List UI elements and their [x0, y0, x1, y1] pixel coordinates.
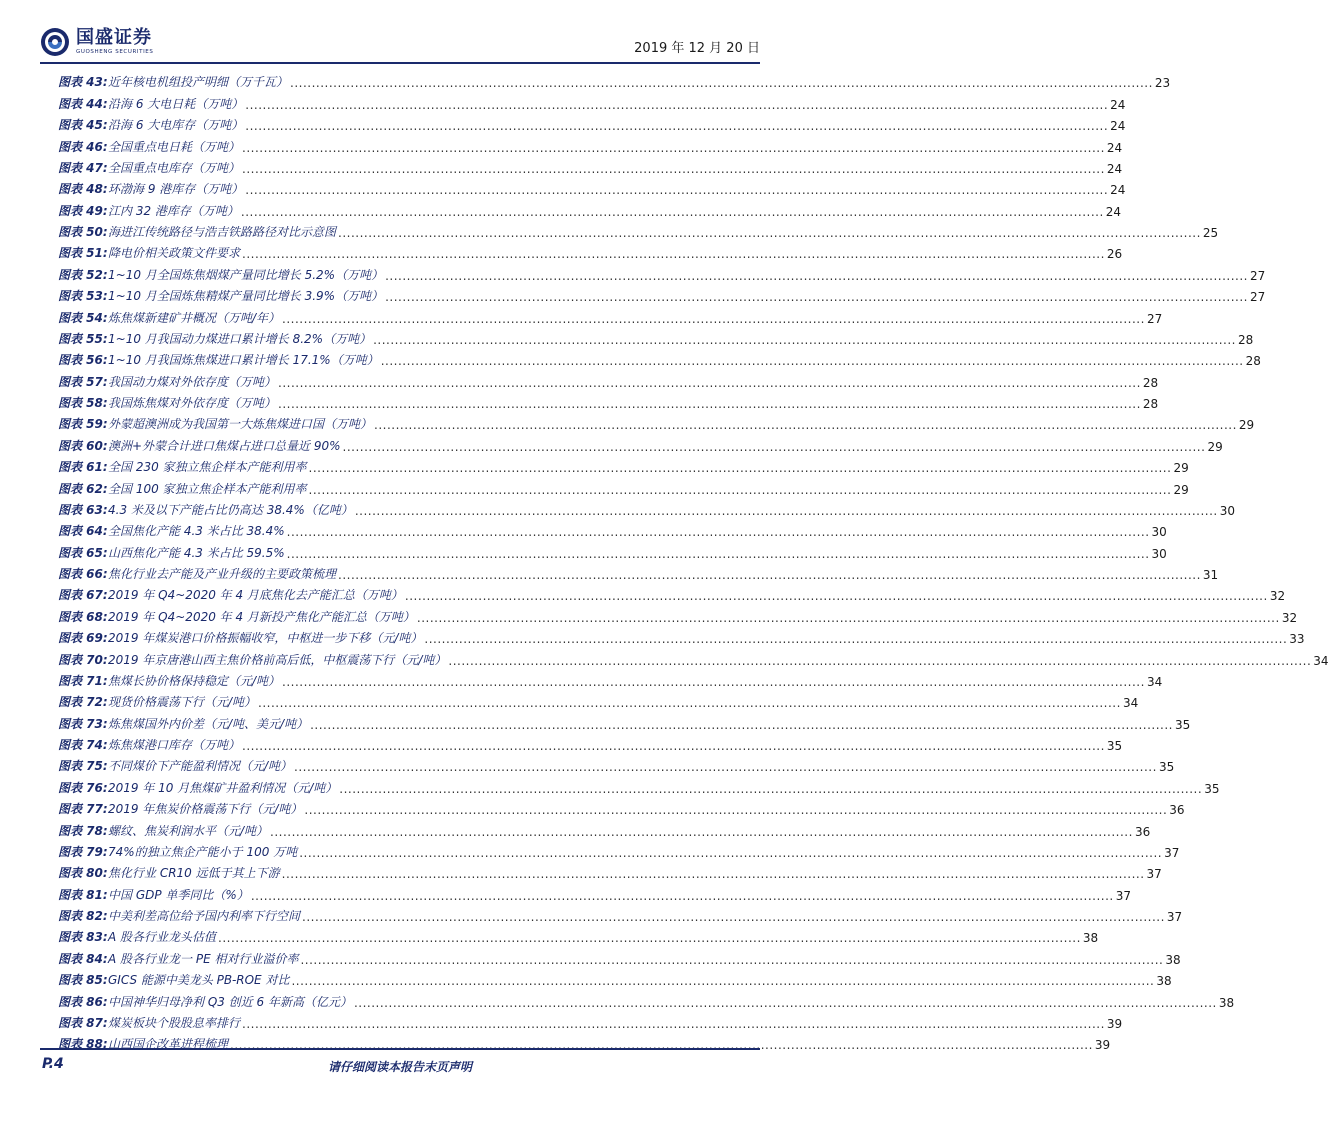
toc-dot-leader: ........................................................................................................................................................................................................	[258, 696, 1121, 711]
toc-dot-leader: ........................................................................................................................................................................................................	[250, 888, 1114, 903]
toc-dot-leader: ........................................................................................................................................................................................................	[374, 418, 1237, 433]
toc-dot-leader: ........................................................................................................................................................................................................	[242, 161, 1105, 176]
toc-page-number: 34	[1313, 653, 1329, 668]
toc-dot-leader: ........................................................................................................................................................................................................	[424, 632, 1288, 647]
toc-figure-label: 图表 52:	[58, 267, 108, 282]
toc-row[interactable]	[58, 133, 1123, 155]
toc-row[interactable]	[58, 967, 1172, 989]
toc-figure-label: 图表 78:	[58, 823, 108, 838]
footer-divider	[40, 1048, 760, 1050]
toc-figure-label: 图表 60:	[58, 438, 108, 453]
toc-page-number: 33	[1289, 632, 1305, 647]
toc-row[interactable]	[58, 561, 1219, 582]
toc-row[interactable]	[58, 689, 1139, 711]
logo-name-cn: 国盛证券	[76, 27, 152, 48]
toc-page-number: 38	[1218, 995, 1235, 1010]
toc-figure-label: 图表 49:	[58, 203, 108, 218]
toc-page-number: 23	[1154, 76, 1171, 91]
toc-figure-label: 图表 48:	[58, 182, 108, 197]
toc-row[interactable]	[58, 881, 1131, 903]
toc-page-number: 29	[1207, 439, 1223, 454]
toc-row[interactable]	[58, 603, 1298, 625]
toc-page-number: 28	[1237, 332, 1254, 347]
toc-dot-leader: ........................................................................................................................................................................................................	[373, 332, 1236, 347]
toc-dot-leader: ........................................................................................................................................................................................................	[302, 910, 1165, 924]
toc-row[interactable]	[58, 518, 1167, 540]
toc-figure-label: 图表 50:	[58, 225, 108, 239]
toc-dot-leader: ........................................................................................................................................................................................................	[385, 268, 1248, 283]
toc-page-number: 29	[1173, 461, 1189, 476]
toc-figure-title: 1~10 月我国动力煤进口累计增长 8.2%（万吨）	[108, 331, 372, 346]
toc-page-number: 27	[1249, 290, 1266, 305]
toc-figure-title: 螺纹、焦炭利润水平（元/吨）	[108, 823, 269, 838]
toc-figure-title: 现货价格震荡下行（元/吨）	[108, 695, 257, 710]
toc-figure-title: 1~10 月全国炼焦烟煤产量同比增长 5.2%（万吨）	[108, 267, 384, 282]
toc-dot-leader: ........................................................................................................................................................................................................	[245, 119, 1109, 134]
toc-figure-title: 我国炼焦煤对外依存度（万吨）	[108, 396, 277, 410]
toc-page-number: 29	[1173, 482, 1189, 497]
toc-page-number: 37	[1164, 845, 1180, 860]
toc-dot-leader: ........................................................................................................................................................................................................	[281, 867, 1145, 882]
toc-row[interactable]	[58, 732, 1123, 753]
toc-page-number: 39	[1106, 1016, 1123, 1031]
toc-figure-title: 全国 230 家独立焦企样本产能利用率	[108, 460, 307, 475]
toc-row[interactable]	[58, 646, 1329, 668]
toc-figure-title: 2019 年 10 月焦煤矿井盈利情况（元/吨）	[108, 780, 338, 795]
toc-dot-leader: ........................................................................................................................................................................................................	[300, 952, 1164, 967]
toc-figure-label: 图表 74:	[58, 738, 108, 752]
company-logo	[40, 22, 153, 62]
toc-figure-title: 1~10 月我国炼焦煤进口累计增长 17.1%（万吨）	[108, 353, 379, 368]
toc-figure-title: A 股各行业龙头估值	[108, 930, 217, 945]
toc-row[interactable]	[58, 668, 1163, 689]
toc-dot-leader: ........................................................................................................................................................................................................	[282, 674, 1145, 689]
toc-dot-leader: ........................................................................................................................................................................................................	[338, 226, 1201, 240]
toc-page-number: 35	[1158, 760, 1175, 775]
toc-figure-label: 图表 87:	[58, 1015, 108, 1030]
toc-row[interactable]	[58, 625, 1305, 647]
toc-row[interactable]	[58, 903, 1183, 924]
toc-figure-title: 2019 年 Q4~2020 年 4 月底焦化去产能汇总（万吨）	[108, 588, 403, 603]
toc-dot-leader: ........................................................................................................................................................................................................	[291, 974, 1155, 989]
toc-figure-title: A 股各行业龙一 PE 相对行业溢价率	[108, 951, 299, 966]
toc-page-number: 39	[1094, 1038, 1111, 1053]
toc-figure-label: 图表 71:	[58, 673, 108, 688]
toc-dot-leader: ........................................................................................................................................................................................................	[242, 739, 1105, 753]
toc-figure-label: 图表 82:	[58, 909, 108, 923]
toc-dot-leader: ........................................................................................................................................................................................................	[242, 247, 1105, 262]
toc-row[interactable]	[58, 582, 1286, 604]
toc-figure-title: 全国焦化产能 4.3 米占比 38.4%	[108, 524, 285, 539]
toc-dot-leader: ........................................................................................................................................................................................................	[308, 482, 1172, 497]
toc-figure-title: 山西焦化产能 4.3 米占比 59.5%	[108, 545, 285, 560]
toc-row[interactable]	[58, 261, 1266, 283]
toc-page-number: 24	[1106, 140, 1123, 155]
toc-dot-leader: ........................................................................................................................................................................................................	[270, 824, 1133, 839]
toc-figure-label: 图表 43:	[58, 75, 108, 90]
toc-dot-leader: ........................................................................................................................................................................................................	[290, 76, 1153, 91]
toc-row[interactable]	[58, 475, 1189, 497]
toc-page-number: 34	[1122, 696, 1139, 711]
toc-figure-title: 我国动力煤对外依存度（万吨）	[108, 374, 277, 389]
toc-row[interactable]	[58, 112, 1126, 134]
toc-figure-label: 图表 56:	[58, 353, 108, 368]
toc-figure-label: 图表 80:	[58, 866, 108, 881]
toc-figure-label: 图表 58:	[58, 396, 108, 410]
toc-page-number: 26	[1106, 247, 1123, 262]
toc-figure-title: 中国 GDP 单季同比（%）	[108, 887, 249, 902]
toc-page-number: 38	[1165, 952, 1181, 967]
toc-page-number: 28	[1245, 354, 1261, 369]
toc-figure-label: 图表 62:	[58, 481, 108, 496]
toc-figure-title: 江内 32 港库存（万吨）	[108, 203, 239, 218]
toc-figure-title: 1~10 月全国炼焦精煤产量同比增长 3.9%（万吨）	[108, 289, 384, 304]
toc-figure-title: 2019 年煤炭港口价格振幅收窄，中枢进一步下移（元/吨）	[108, 631, 423, 646]
toc-dot-leader: ........................................................................................................................................................................................................	[339, 781, 1203, 796]
toc-row[interactable]	[58, 796, 1185, 818]
toc-figure-label: 图表 83:	[58, 930, 108, 945]
toc-figure-title: 全国 100 家独立焦企样本产能利用率	[108, 481, 307, 496]
toc-dot-leader: ........................................................................................................................................................................................................	[308, 461, 1172, 476]
toc-row[interactable]	[58, 454, 1189, 476]
toc-figure-title: 不同煤价下产能盈利情况（元/吨）	[108, 759, 293, 774]
toc-dot-leader: ........................................................................................................................................................................................................	[304, 803, 1168, 818]
toc-dot-leader: ........................................................................................................................................................................................................	[448, 653, 1312, 668]
toc-figure-label: 图表 44:	[58, 96, 108, 111]
toc-figure-title: 环渤海 9 港库存（万吨）	[108, 182, 244, 197]
toc-row[interactable]	[58, 817, 1151, 839]
toc-dot-leader: ........................................................................................................................................................................................................	[353, 995, 1217, 1010]
toc-figure-title: 全国重点电日耗（万吨）	[108, 139, 241, 154]
toc-figure-label: 图表 85:	[58, 973, 108, 988]
toc-figure-title: 焦煤长协价格保持稳定（元/吨）	[108, 673, 281, 688]
toc-page-number: 35	[1106, 739, 1123, 753]
toc-page-number: 27	[1249, 268, 1266, 283]
toc-figure-label: 图表 65:	[58, 545, 108, 560]
toc-row[interactable]	[58, 155, 1123, 176]
toc-page-number: 25	[1202, 226, 1219, 240]
toc-page-number: 28	[1142, 375, 1159, 390]
toc-figure-title: 中美利差高位给予国内利率下行空间	[108, 909, 301, 923]
header-divider	[40, 62, 760, 64]
toc-figure-label: 图表 61:	[58, 460, 108, 475]
toc-figure-label: 图表 76:	[58, 780, 108, 795]
toc-figure-label: 图表 54:	[58, 310, 108, 325]
toc-row[interactable]	[58, 69, 1171, 91]
toc-dot-leader: ........................................................................................................................................................................................................	[416, 610, 1280, 625]
toc-dot-leader: ........................................................................................................................................................................................................	[342, 439, 1206, 454]
toc-figure-label: 图表 69:	[58, 631, 108, 646]
toc-dot-leader: ........................................................................................................................................................................................................	[286, 546, 1150, 561]
toc-page-number: 24	[1105, 204, 1122, 219]
toc-page-number: 29	[1238, 418, 1255, 433]
toc-figure-label: 图表 53:	[58, 289, 108, 304]
toc-figure-label: 图表 64:	[58, 524, 108, 539]
toc-page-number: 37	[1115, 888, 1131, 903]
toc-figure-title: 煤炭板块个股股息率排行	[108, 1015, 241, 1030]
toc-figure-label: 图表 46:	[58, 139, 108, 154]
toc-figure-label: 图表 73:	[58, 716, 108, 731]
toc-row[interactable]	[58, 347, 1261, 369]
toc-page-number: 34	[1146, 674, 1163, 689]
table-of-figures	[58, 69, 1329, 1053]
toc-row[interactable]	[58, 860, 1162, 882]
toc-page-number: 35	[1204, 781, 1220, 796]
toc-row[interactable]	[58, 176, 1126, 198]
toc-page-number: 24	[1110, 119, 1126, 134]
toc-row[interactable]	[58, 1010, 1123, 1031]
toc-figure-title: 沿海 6 大电库存（万吨）	[108, 118, 244, 133]
toc-figure-title: 焦化行业 CR10 远低于其上下游	[108, 866, 280, 881]
toc-figure-title: 4.3 米及以下产能占比仍高达 38.4%（亿吨）	[108, 502, 353, 517]
toc-page-number: 32	[1281, 610, 1298, 625]
logo-icon	[40, 27, 70, 57]
toc-page-number: 37	[1146, 867, 1162, 882]
toc-figure-title: 2019 年京唐港山西主焦价格前高后低，中枢震荡下行（元/吨）	[108, 652, 447, 667]
toc-page-number: 36	[1169, 803, 1185, 818]
toc-row[interactable]	[58, 90, 1126, 112]
page-header	[40, 22, 760, 62]
toc-figure-title: 降电价相关政策文件要求	[108, 246, 241, 261]
toc-page-number: 24	[1106, 161, 1123, 176]
toc-figure-label: 图表 51:	[58, 246, 108, 261]
toc-figure-title: 焦化行业去产能及产业升级的主要政策梳理	[108, 567, 337, 581]
toc-figure-title: GICS 能源中美龙头 PB-ROE 对比	[108, 973, 290, 988]
toc-page-number: 30	[1151, 546, 1167, 561]
toc-row[interactable]	[58, 988, 1235, 1010]
toc-row[interactable]	[58, 390, 1159, 411]
toc-dot-leader: ........................................................................................................................................................................................................	[242, 1016, 1105, 1031]
toc-row[interactable]	[58, 539, 1167, 561]
toc-row[interactable]	[58, 219, 1219, 240]
toc-page-number: 36	[1134, 824, 1151, 839]
toc-row[interactable]	[58, 753, 1175, 775]
toc-dot-leader: ........................................................................................................................................................................................................	[310, 717, 1173, 732]
logo-name-en: GUOSHENG SECURITIES	[76, 49, 154, 55]
toc-dot-leader: ........................................................................................................................................................................................................	[278, 397, 1141, 411]
page-number: P.4	[42, 1056, 64, 1072]
toc-figure-title: 74%的独立焦企产能小于 100 万吨	[108, 844, 298, 859]
toc-row[interactable]	[58, 411, 1255, 433]
toc-row[interactable]	[58, 240, 1123, 262]
toc-row[interactable]	[58, 924, 1099, 946]
toc-figure-label: 图表 55:	[58, 331, 108, 346]
toc-figure-title: 澳洲+外蒙合计进口焦煤占进口总量近 90%	[108, 438, 341, 453]
toc-row[interactable]	[58, 304, 1163, 326]
report-date: 2019 年 12 月 20 日	[634, 41, 760, 56]
toc-figure-title: 海进江传统路径与浩吉铁路路径对比示意图	[108, 225, 337, 239]
toc-figure-label: 图表 45:	[58, 118, 108, 133]
toc-row[interactable]	[58, 710, 1191, 732]
toc-row[interactable]	[58, 283, 1266, 305]
toc-row[interactable]	[58, 432, 1223, 454]
toc-dot-leader: ........................................................................................................................................................................................................	[245, 97, 1109, 112]
toc-dot-leader: ........................................................................................................................................................................................................	[385, 290, 1248, 305]
toc-figure-label: 图表 81:	[58, 887, 108, 902]
toc-figure-label: 图表 88:	[58, 1037, 108, 1052]
toc-page-number: 24	[1110, 97, 1126, 112]
toc-figure-title: 炼焦煤新建矿井概况（万吨/年）	[108, 310, 281, 325]
toc-row[interactable]	[58, 774, 1220, 796]
toc-dot-leader: ........................................................................................................................................................................................................	[299, 845, 1163, 860]
toc-figure-label: 图表 84:	[58, 951, 108, 966]
disclaimer-note: 请仔细阅读本报告末页声明	[327, 1060, 472, 1074]
toc-row[interactable]	[58, 497, 1236, 518]
toc-figure-label: 图表 86:	[58, 994, 108, 1009]
toc-dot-leader: ........................................................................................................................................................................................................	[338, 568, 1201, 582]
toc-dot-leader: ........................................................................................................................................................................................................	[380, 354, 1244, 369]
toc-page-number: 30	[1151, 525, 1167, 540]
toc-figure-label: 图表 66:	[58, 567, 108, 581]
toc-page-number: 38	[1156, 974, 1172, 989]
toc-page-number: 28	[1142, 397, 1159, 411]
toc-row[interactable]	[58, 197, 1122, 219]
toc-dot-leader: ........................................................................................................................................................................................................	[286, 525, 1150, 540]
toc-figure-label: 图表 79:	[58, 844, 108, 859]
toc-page-number: 38	[1082, 931, 1099, 946]
toc-page-number: 24	[1110, 183, 1126, 198]
toc-dot-leader: ........................................................................................................................................................................................................	[242, 140, 1105, 155]
toc-figure-label: 图表 75:	[58, 759, 108, 774]
toc-dot-leader: ........................................................................................................................................................................................................	[230, 1038, 1093, 1053]
toc-figure-title: 山西国企改革进程梳理	[108, 1037, 229, 1052]
toc-figure-title: 外蒙超澳洲成为我国第一大炼焦煤进口国（万吨）	[108, 417, 373, 432]
toc-figure-title: 中国神华归母净利 Q3 创近 6 年新高（亿元）	[108, 994, 352, 1009]
toc-page-number: 37	[1166, 910, 1183, 924]
toc-dot-leader: ........................................................................................................................................................................................................	[278, 375, 1141, 390]
toc-dot-leader: ........................................................................................................................................................................................................	[404, 589, 1268, 604]
toc-figure-label: 图表 70:	[58, 652, 108, 667]
toc-figure-title: 炼焦煤港口库存（万吨）	[108, 738, 241, 752]
toc-figure-label: 图表 57:	[58, 374, 108, 389]
toc-page-number: 31	[1202, 568, 1219, 582]
toc-figure-label: 图表 77:	[58, 802, 108, 817]
toc-figure-label: 图表 67:	[58, 588, 108, 603]
toc-page-number: 35	[1174, 717, 1191, 732]
toc-dot-leader: ........................................................................................................................................................................................................	[354, 503, 1218, 518]
toc-page-number: 30	[1219, 503, 1236, 518]
toc-figure-title: 全国重点电库存（万吨）	[108, 160, 241, 175]
toc-figure-title: 2019 年 Q4~2020 年 4 月新投产焦化产能汇总（万吨）	[108, 609, 415, 624]
toc-figure-label: 图表 63:	[58, 502, 108, 517]
toc-dot-leader: ........................................................................................................................................................................................................	[240, 204, 1104, 219]
toc-row[interactable]	[58, 839, 1180, 860]
toc-page-number: 32	[1269, 589, 1286, 604]
toc-row[interactable]	[58, 945, 1181, 967]
toc-figure-label: 图表 72:	[58, 695, 108, 710]
toc-dot-leader: ........................................................................................................................................................................................................	[282, 311, 1145, 326]
toc-figure-title: 近年核电机组投产明细（万千瓦）	[108, 75, 289, 90]
toc-figure-title: 沿海 6 大电日耗（万吨）	[108, 96, 244, 111]
toc-figure-title: 2019 年焦炭价格震荡下行（元/吨）	[108, 802, 303, 817]
toc-dot-leader: ........................................................................................................................................................................................................	[218, 931, 1081, 946]
toc-row[interactable]	[58, 368, 1159, 390]
toc-figure-label: 图表 47:	[58, 160, 108, 175]
toc-figure-label: 图表 59:	[58, 417, 108, 432]
toc-figure-title: 炼焦煤国外内价差（元/吨、美元/吨）	[108, 716, 309, 731]
toc-dot-leader: ........................................................................................................................................................................................................	[245, 183, 1109, 198]
toc-dot-leader: ........................................................................................................................................................................................................	[294, 760, 1157, 775]
toc-row[interactable]	[58, 326, 1254, 347]
toc-figure-label: 图表 68:	[58, 609, 108, 624]
toc-page-number: 27	[1146, 311, 1163, 326]
